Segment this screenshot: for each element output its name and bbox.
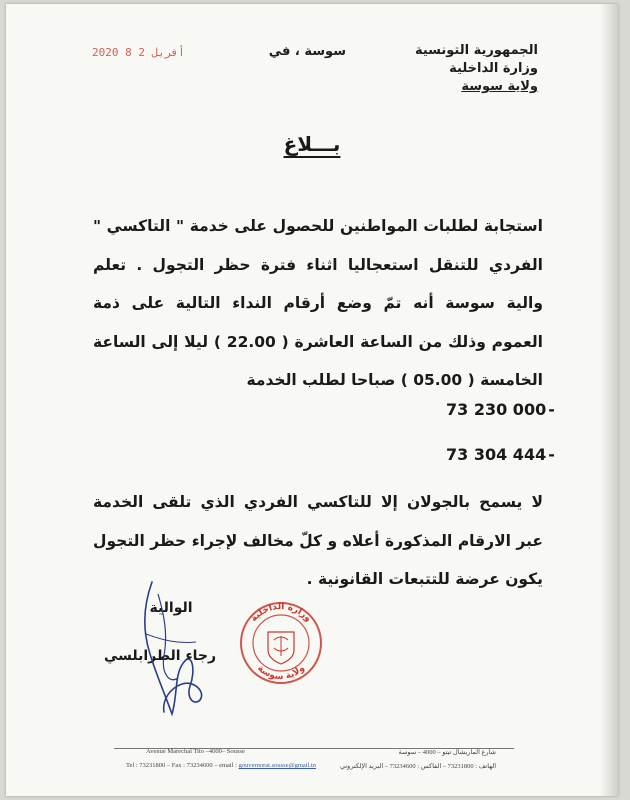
notice-paragraph-1: استجابة لطلبات المواطنين للحصول على خدمة " التاكسي " الفردي للتنقل استعجاليا اثناء فترة حظر التجول . تعلم والية سوسة أنه تمّ وضع أرقام النداء التالية على ذمة العموم وذلك من الساعة العاشرة ( 22.00 ) ليلا إلى الساعة الخامسة ( 05.00 ) صباحا لطلب الخدمة xyxy=(93,217,543,389)
letterhead-country: الجمهورية التونسية xyxy=(414,43,538,58)
phone-number-1 xyxy=(446,400,555,419)
notice-paragraph-2: لا يسمح بالجولان إلا للتاكسي الفردي الذي تلقى الخدمة عبر الارقام المذكورة أعلاه و كلّ مخالف لإجراء حظر التجول يكون عرضة للتتبعات القانونية . xyxy=(93,493,543,588)
document-page xyxy=(6,4,618,796)
governor-title: الوالية xyxy=(149,600,193,616)
letterhead-ministry: وزارة الداخلية xyxy=(449,61,538,76)
phone-number-1-dash: - xyxy=(548,400,555,419)
footer-contact-fr: Tel : 73231800 – Fax : 73234600 – email : xyxy=(126,762,237,769)
footer-address-row xyxy=(146,748,496,755)
footer-address-ar: شارع الماريشال تيتو – 4000 – سوسة xyxy=(398,749,496,756)
notice-title: بـــلاغ xyxy=(283,132,341,156)
footer-address-fr: Avenue Marechal Tito –4000– Sousse xyxy=(146,748,245,755)
phone-number-2 xyxy=(446,445,555,464)
letterhead-governorate: ولاية سوسة xyxy=(461,79,538,94)
page-edge-shadow xyxy=(600,4,618,796)
dateline-label: سوسة ، في xyxy=(268,44,346,59)
governor-name: رجاء الطرابلسي xyxy=(103,648,217,664)
handwritten-signature xyxy=(134,574,214,724)
svg-text:ولاية سوسة: ولاية سوسة xyxy=(255,663,307,683)
date-stamp: 2020 أفريل 2 8 xyxy=(92,46,185,59)
footer-contact-row xyxy=(126,762,496,769)
letterhead xyxy=(368,42,538,96)
phone-number-2-dash: - xyxy=(548,445,555,464)
footer-contact-ar: الهاتف : 73231800 – الفاكس : 73234600 – البريد الإلكتروني xyxy=(339,763,496,770)
official-seal xyxy=(238,600,324,686)
phone-number-1-value: 73 230 000 xyxy=(446,400,547,419)
svg-text:وزارة الداخلية: وزارة الداخلية xyxy=(248,601,314,625)
footer-email-link[interactable]: gouvernorat.sousse@gmail.tn xyxy=(238,762,317,769)
phone-number-2-value: 73 304 444 xyxy=(446,445,547,464)
